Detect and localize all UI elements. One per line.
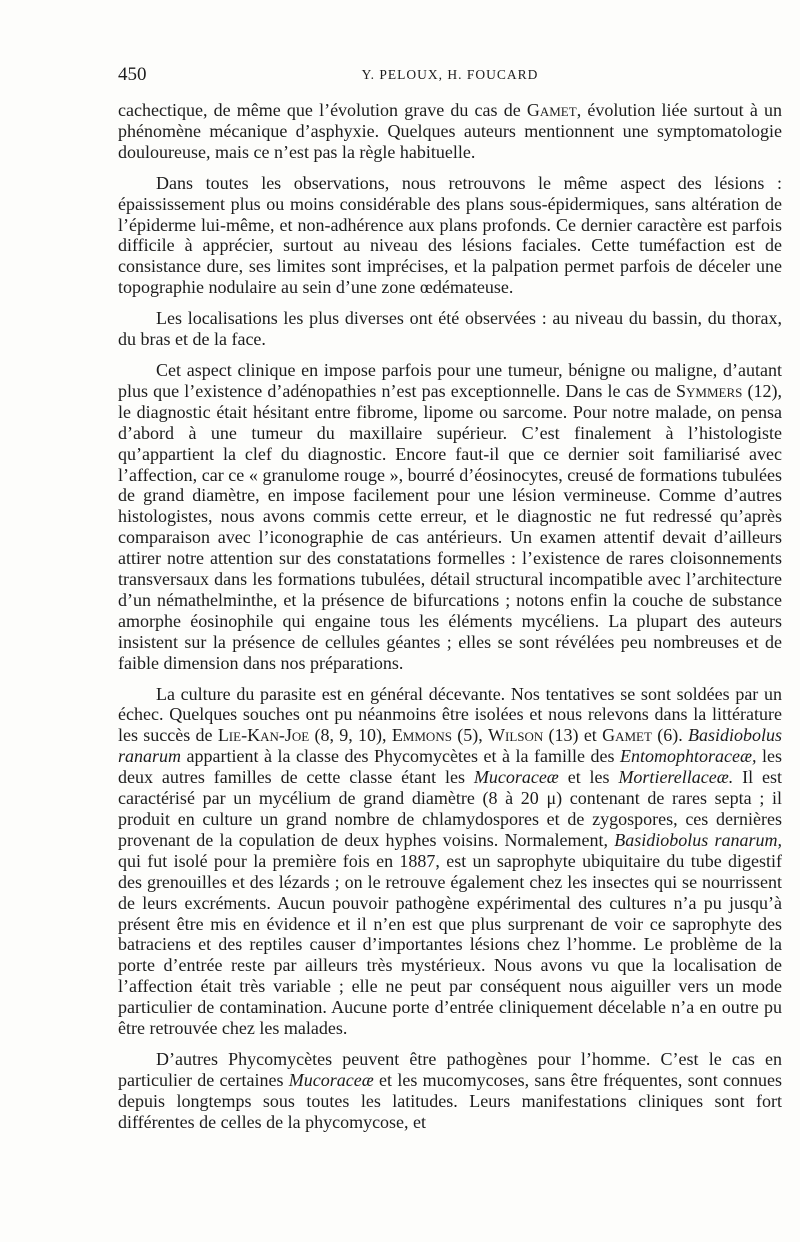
text-run: Les localisations les plus diverses ont été observées : au niveau du bassin, du thorax, du bras et de la face. <box>118 308 782 350</box>
paragraph-3 <box>118 308 782 350</box>
taxon-name: Mortierellaceæ. <box>618 767 734 788</box>
taxon-name: Entomophtoraceæ, <box>619 746 757 767</box>
text-run: (12), le diagnostic était hésitant entre fibrome, lipome ou sarcome. Pour notre malade, on pensa d’abord à une tumeur du maxillaire supérieur. C’est finalement à l’histologiste qu’appartient la clef du diagnostic. Encore faut-il que ce dernier soit familiarisé avec l’affection, car ce « granulome rouge », bourré d’éosinocytes, creusé de formations tubulées de grand diamètre, en impose facilement pour une lésion vermineuse. Comme d’autres histologistes, nous avons commis cette erreur, et le diagnostic ne fut redressé qu’après comparaison avec l’iconographie de cas antérieurs. Un examen attentif devait d’ailleurs attirer notre attention sur des constatations formelles : l’existence de rares cloisonnements transversaux dans les formations tubulées, détail structural incompatible avec l’architecture d’un némathelminthe, et la présence de bifurcations ; notons enfin la couche de substance amorphe éosinophile qui engaine tous les éléments mycéliens. La plupart des auteurs insistent sur la présence de cellules géantes ; elles se sont révélées peu nombreuses et de faible dimension dans nos préparations. <box>118 380 782 673</box>
author-name: Gamet, <box>526 100 582 120</box>
text-run: qui fut isolé pour la première fois en 1887, est un saprophyte ubiquitaire du tube digestif des grenouilles et des lézards ; on le retrouve également chez les insectes qui se nourrissent de leurs excréments. Aucun pouvoir pathogène expérimental des cultures n’a pu jusqu’à présent être mis en évidence et il n’en est que plus surprenant de voir ce saprophyte des batraciens et des reptiles causer d’importantes lésions chez l’homme. Le problème de la porte d’entrée reste par ailleurs très mystérieux. Nous avons vu que la localisation de l’affection était très variable ; elle ne peut par conséquent nous aiguiller vers un mode particulier de contamination. Aucune porte d’entrée cliniquement décelable n’a en outre pu être retrouvée chez les malades. <box>118 850 782 1039</box>
taxon-name: Basidiobolus ranarum <box>118 725 782 767</box>
paragraph-5 <box>118 684 782 1039</box>
text-run: Dans toutes les observations, nous retrouvons le même aspect des lésions : épaississement plus ou moins considérable des plans sous-épidermiques, sans altération de l’épiderme lui-même, et non-adhérence aux plans profonds. Ce dernier caractère est parfois difficile à apprécier, surtout au niveau des lésions faciales. Cette tuméfaction est de consistance dure, ses limites sont imprécises, et la palpation permet parfois de déceler une topographie nodulaire au sein d’une zone œdémateuse. <box>118 172 782 298</box>
text-run: cachectique, de même que l’évolution grave du cas de <box>118 100 527 120</box>
text-run: les deux autres familles de cette classe étant les <box>118 746 782 788</box>
text-run: (13) et <box>543 725 603 746</box>
text-run: (5), <box>451 725 488 746</box>
text-run: et les <box>558 767 619 788</box>
text-run: D’autres Phycomycètes peuvent être pathogènes pour l’homme. C’est le cas en particulier de certaines <box>118 1048 782 1090</box>
author-name: Lie-Kan-Joe <box>217 725 310 746</box>
text-run: évolution liée surtout à un phénomène mécanique d’asphyxie. Quelques auteurs mentionnent une symptomatologie douloureuse, mais ce n’est pas la règle habituelle. <box>118 100 782 162</box>
running-title: Y. PELOUX, H. FOUCARD <box>361 67 539 82</box>
running-header <box>118 64 782 92</box>
body-text <box>118 100 782 1143</box>
paragraph-4 <box>118 360 782 674</box>
paragraph-2 <box>118 173 782 298</box>
page-number: 450 <box>118 64 147 85</box>
author-name: Wilson <box>488 725 544 746</box>
text-run: et les mucomycoses, sans être fréquentes, sont connues depuis longtemps sous toutes les latitudes. Leurs manifestations cliniques sont fort différentes de celles de la phycomycose, et <box>118 1069 782 1132</box>
paragraph-6 <box>118 1049 782 1133</box>
text-run: (8, 9, 10), <box>309 725 392 746</box>
text-run: (6). <box>651 725 688 746</box>
author-name: Emmons <box>391 725 452 746</box>
text-run: La culture du parasite est en général décevante. Nos tentatives se sont soldées par un échec. Quelques souches ont pu néanmoins être isolées et nous relevons dans la littérature les succès de <box>118 683 782 746</box>
author-name: Symmers <box>675 380 743 401</box>
taxon-name: Mucoraceæ <box>473 767 559 788</box>
text-run: appartient à la classe des Phycomycètes et à la famille des <box>181 746 620 767</box>
taxon-name: Mucoraceæ <box>288 1069 374 1090</box>
text-run: Cet aspect clinique en impose parfois pour une tumeur, bénigne ou maligne, d’autant plus que l’existence d’adénopathies n’est pas exceptionnelle. Dans le cas de <box>118 359 782 401</box>
text-run: Il est caractérisé par un mycélium de grand diamètre (8 à 20 μ) contenant de rares septa ; il produit en culture un grand nombre de chlamydospores et de zygospores, ces dernières provenant de la copulation de deux hyphes voisins. Normalement, <box>118 767 782 850</box>
author-name: Gamet <box>602 725 652 746</box>
paragraph-1 <box>118 100 782 163</box>
taxon-name: Basidiobolus ranarum, <box>614 829 782 850</box>
